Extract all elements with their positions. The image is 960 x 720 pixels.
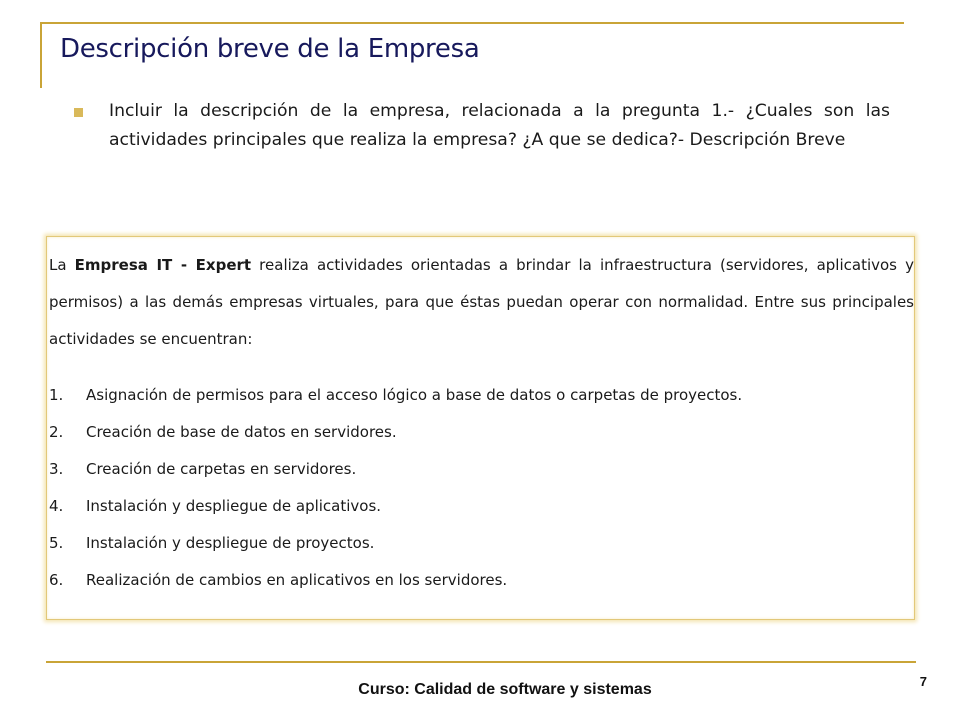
list-text: Asignación de permisos para el acceso lógico a base de datos o carpetas de proyectos. bbox=[86, 386, 743, 404]
list-text: Realización de cambios en aplicativos en los servidores. bbox=[86, 571, 508, 589]
list-item bbox=[49, 571, 914, 608]
footer-course: Curso: Calidad de software y sistemas bbox=[358, 681, 652, 698]
list-item bbox=[49, 423, 914, 460]
activities-list bbox=[49, 386, 914, 608]
description-box bbox=[46, 236, 915, 620]
bullet-text: Incluir la descripción de la empresa, relacionada a la pregunta 1.- ¿Cuales son las actividades principales que realiza la empresa? ¿A que se dedica?- Descripción Breve bbox=[109, 101, 890, 150]
list-number: 3. bbox=[49, 460, 64, 478]
intro-prefix: La bbox=[49, 256, 75, 274]
list-text: Creación de base de datos en servidores. bbox=[86, 423, 397, 441]
list-item bbox=[49, 386, 914, 423]
list-text: Creación de carpetas en servidores. bbox=[86, 460, 357, 478]
slide-title: Descripción breve de la Empresa bbox=[60, 34, 480, 64]
intro-suffix: realiza actividades orientadas a brindar la infraestructura (servidores, aplicativos y permisos) a las demás empresas virtuales, para que éstas puedan operar con normalidad. Entre sus principales actividades se encuentran: bbox=[49, 256, 914, 348]
bullet-item bbox=[70, 97, 890, 155]
list-number: 5. bbox=[49, 534, 64, 552]
list-number: 2. bbox=[49, 423, 64, 441]
company-name: Empresa IT - Expert bbox=[74, 256, 252, 274]
list-item bbox=[49, 497, 914, 534]
footer-rule bbox=[46, 661, 916, 663]
intro-paragraph bbox=[49, 247, 914, 358]
list-number: 4. bbox=[49, 497, 64, 515]
title-frame-left-rule bbox=[40, 22, 42, 88]
square-bullet-icon bbox=[74, 108, 83, 117]
list-text: Instalación y despliegue de proyectos. bbox=[86, 534, 375, 552]
page-number: 7 bbox=[919, 674, 927, 689]
list-number: 1. bbox=[49, 386, 64, 404]
list-text: Instalación y despliegue de aplicativos. bbox=[86, 497, 382, 515]
list-item bbox=[49, 534, 914, 571]
list-number: 6. bbox=[49, 571, 64, 589]
title-frame-top-rule bbox=[40, 22, 904, 24]
list-item bbox=[49, 460, 914, 497]
